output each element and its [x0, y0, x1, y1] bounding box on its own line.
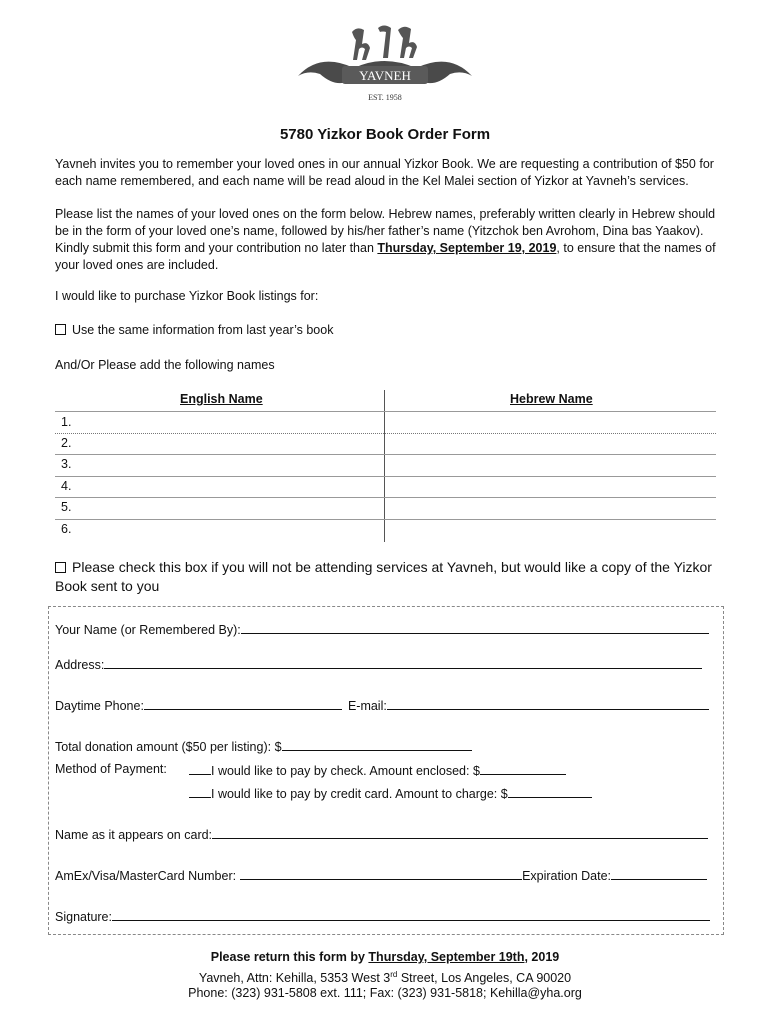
payment-method-label: Method of Payment: — [55, 762, 167, 776]
signature-field[interactable]: Signature: — [55, 908, 710, 924]
logo-wordmark: YAVNEH — [359, 68, 411, 83]
address-field[interactable]: Address: — [55, 656, 702, 672]
deadline-date: Thursday, September 19, 2019 — [377, 241, 557, 255]
card-number-field[interactable]: AmEx/Visa/MasterCard Number: Expiration Date: — [55, 867, 707, 883]
contact-payment-section — [48, 606, 724, 935]
page-title: 5780 Yizkor Book Order Form — [279, 126, 491, 143]
english-name-header: English Name — [180, 392, 263, 406]
pay-by-card-option[interactable]: I would like to pay by credit card. Amount to charge: $ — [189, 785, 592, 801]
expiration-field: Expiration Date: — [522, 869, 612, 883]
mail-copy-option[interactable]: Please check this box if you will not be attending services at Yavneh, but would like a copy of the Yizkor Book sent to you — [55, 559, 712, 594]
total-donation-field[interactable]: Total donation amount ($50 per listing): $ — [55, 738, 472, 754]
phone-field[interactable]: Daytime Phone: E-mail: — [55, 697, 709, 713]
name-field[interactable]: Your Name (or Remembered By): — [55, 621, 709, 637]
intro-paragraph: Yavneh invites you to remember your loved ones in our annual Yizkor Book. We are requesting a contribution of $50 for each name remembered, and each name will be read aloud in the Kel Malei section of Yizkor at Yavneh’s services. — [55, 157, 714, 188]
email-field: E-mail: — [347, 699, 387, 713]
table-row[interactable]: 3. — [61, 457, 72, 471]
instructions-paragraph: Please list the names of your loved ones on the form below. Hebrew names, preferably written clearly in Hebrew should be in the form of your loved one’s name, followed by his/her father’s name (Yitzchok ben Avrohom, Dina bas Yaakov). Kindly submit this form and your contribution no later than Thursday, September 19, 2019, to ensure that the names of your loved ones are included. — [55, 207, 716, 272]
return-instructions: Please return this form by Thursday, September 19th, 2019 — [210, 950, 560, 964]
table-row[interactable]: 4. — [61, 479, 72, 493]
contact-info: Phone: (323) 931-5808 ext. 111; Fax: (323) 931-5818; Kehilla@yha.org — [188, 986, 582, 1000]
table-row[interactable]: 2. — [61, 436, 72, 450]
logo-established: EST. 1958 — [368, 93, 402, 102]
pay-by-check-option[interactable]: I would like to pay by check. Amount enclosed: $ — [189, 762, 566, 778]
same-info-option[interactable]: Use the same information from last year’s book — [55, 322, 720, 339]
table-row[interactable]: 6. — [61, 522, 72, 536]
card-name-field[interactable]: Name as it appears on card: — [55, 826, 708, 842]
purchase-label: I would like to purchase Yizkor Book listings for: — [55, 289, 319, 303]
hebrew-name-header: Hebrew Name — [510, 392, 593, 406]
same-info-checkbox[interactable] — [55, 324, 66, 335]
mailing-address: Yavneh, Attn: Kehilla, 5353 West 3rd Street, Los Angeles, CA 90020 — [198, 970, 572, 986]
yavneh-logo — [290, 22, 480, 108]
table-row[interactable]: 5. — [61, 500, 72, 514]
add-names-label: And/Or Please add the following names — [55, 358, 275, 372]
table-row[interactable]: 1. — [61, 415, 72, 429]
mail-copy-checkbox[interactable] — [55, 562, 66, 573]
